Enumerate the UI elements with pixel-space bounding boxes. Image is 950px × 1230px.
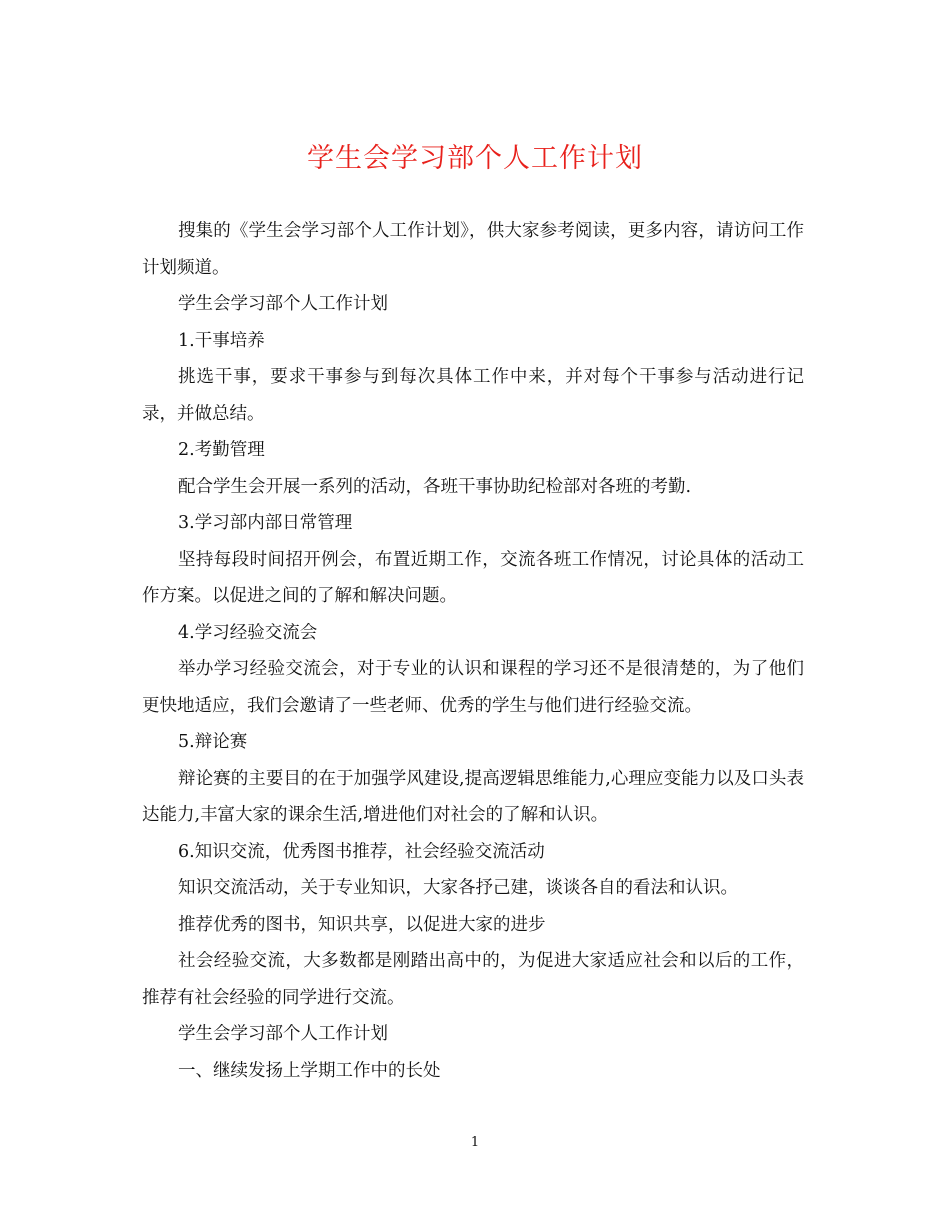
- page-number: 1: [470, 1135, 480, 1150]
- paragraph-body-6a: 知识交流活动，关于专业知识，大家各抒己建，谈谈各自的看法和认识。: [178, 878, 738, 898]
- paragraph-heading-6: 6.知识交流，优秀图书推荐，社会经验交流活动: [178, 841, 545, 862]
- paragraph-heading-1: 1.干事培养: [178, 330, 265, 351]
- document-title: 学生会学习部个人工作计划: [307, 143, 643, 174]
- paragraph-section-title-2: 学生会学习部个人工作计划: [178, 1024, 388, 1044]
- paragraph-intro: 搜集的《学生会学习部个人工作计划》，供大家参考阅读，更多内容，请访问工作计划频道。: [142, 221, 804, 278]
- paragraph-heading-4: 4.学习经验交流会: [178, 622, 318, 643]
- paragraph-body-5: 辩论赛的主要目的在于加强学风建设,提高逻辑思维能力,心理应变能力以及口头表达能力,丰富大家的课余生活,增进他们对社会的了解和认识。: [142, 768, 804, 825]
- paragraph-body-2: 配合学生会开展一系列的活动，各班干事协助纪检部对各班的考勤.: [178, 476, 692, 497]
- document-body: [142, 213, 804, 1089]
- paragraph-body-6c: 社会经验交流，大多数都是刚踏出高中的，为促进大家适应社会和以后的工作，推荐有社会经验的同学进行交流。: [142, 951, 804, 1008]
- paragraph-body-6b: 推荐优秀的图书，知识共享，以促进大家的进步: [178, 914, 546, 935]
- paragraph-body-3: 坚持每段时间招开例会，布置近期工作，交流各班工作情况，讨论具体的活动工作方案。以促进之间的了解和解决问题。: [142, 549, 804, 606]
- paragraph-section-title: 学生会学习部个人工作计划: [178, 294, 388, 314]
- paragraph-heading-3: 3.学习部内部日常管理: [178, 513, 353, 533]
- paragraph-heading-5: 5.辩论赛: [178, 732, 248, 752]
- paragraph-heading-2: 2.考勤管理: [178, 440, 265, 460]
- paragraph-body-1: 挑选干事，要求干事参与到每次具体工作中来，并对每个干事参与活动进行记录，并做总结。: [142, 367, 804, 424]
- paragraph-heading-one: 一、继续发扬上学期工作中的长处: [178, 1060, 441, 1081]
- paragraph-body-4: 举办学习经验交流会，对于专业的认识和课程的学习还不是很清楚的，为了他们更快地适应，我们会邀请了一些老师、优秀的学生与他们进行经验交流。: [142, 659, 804, 716]
